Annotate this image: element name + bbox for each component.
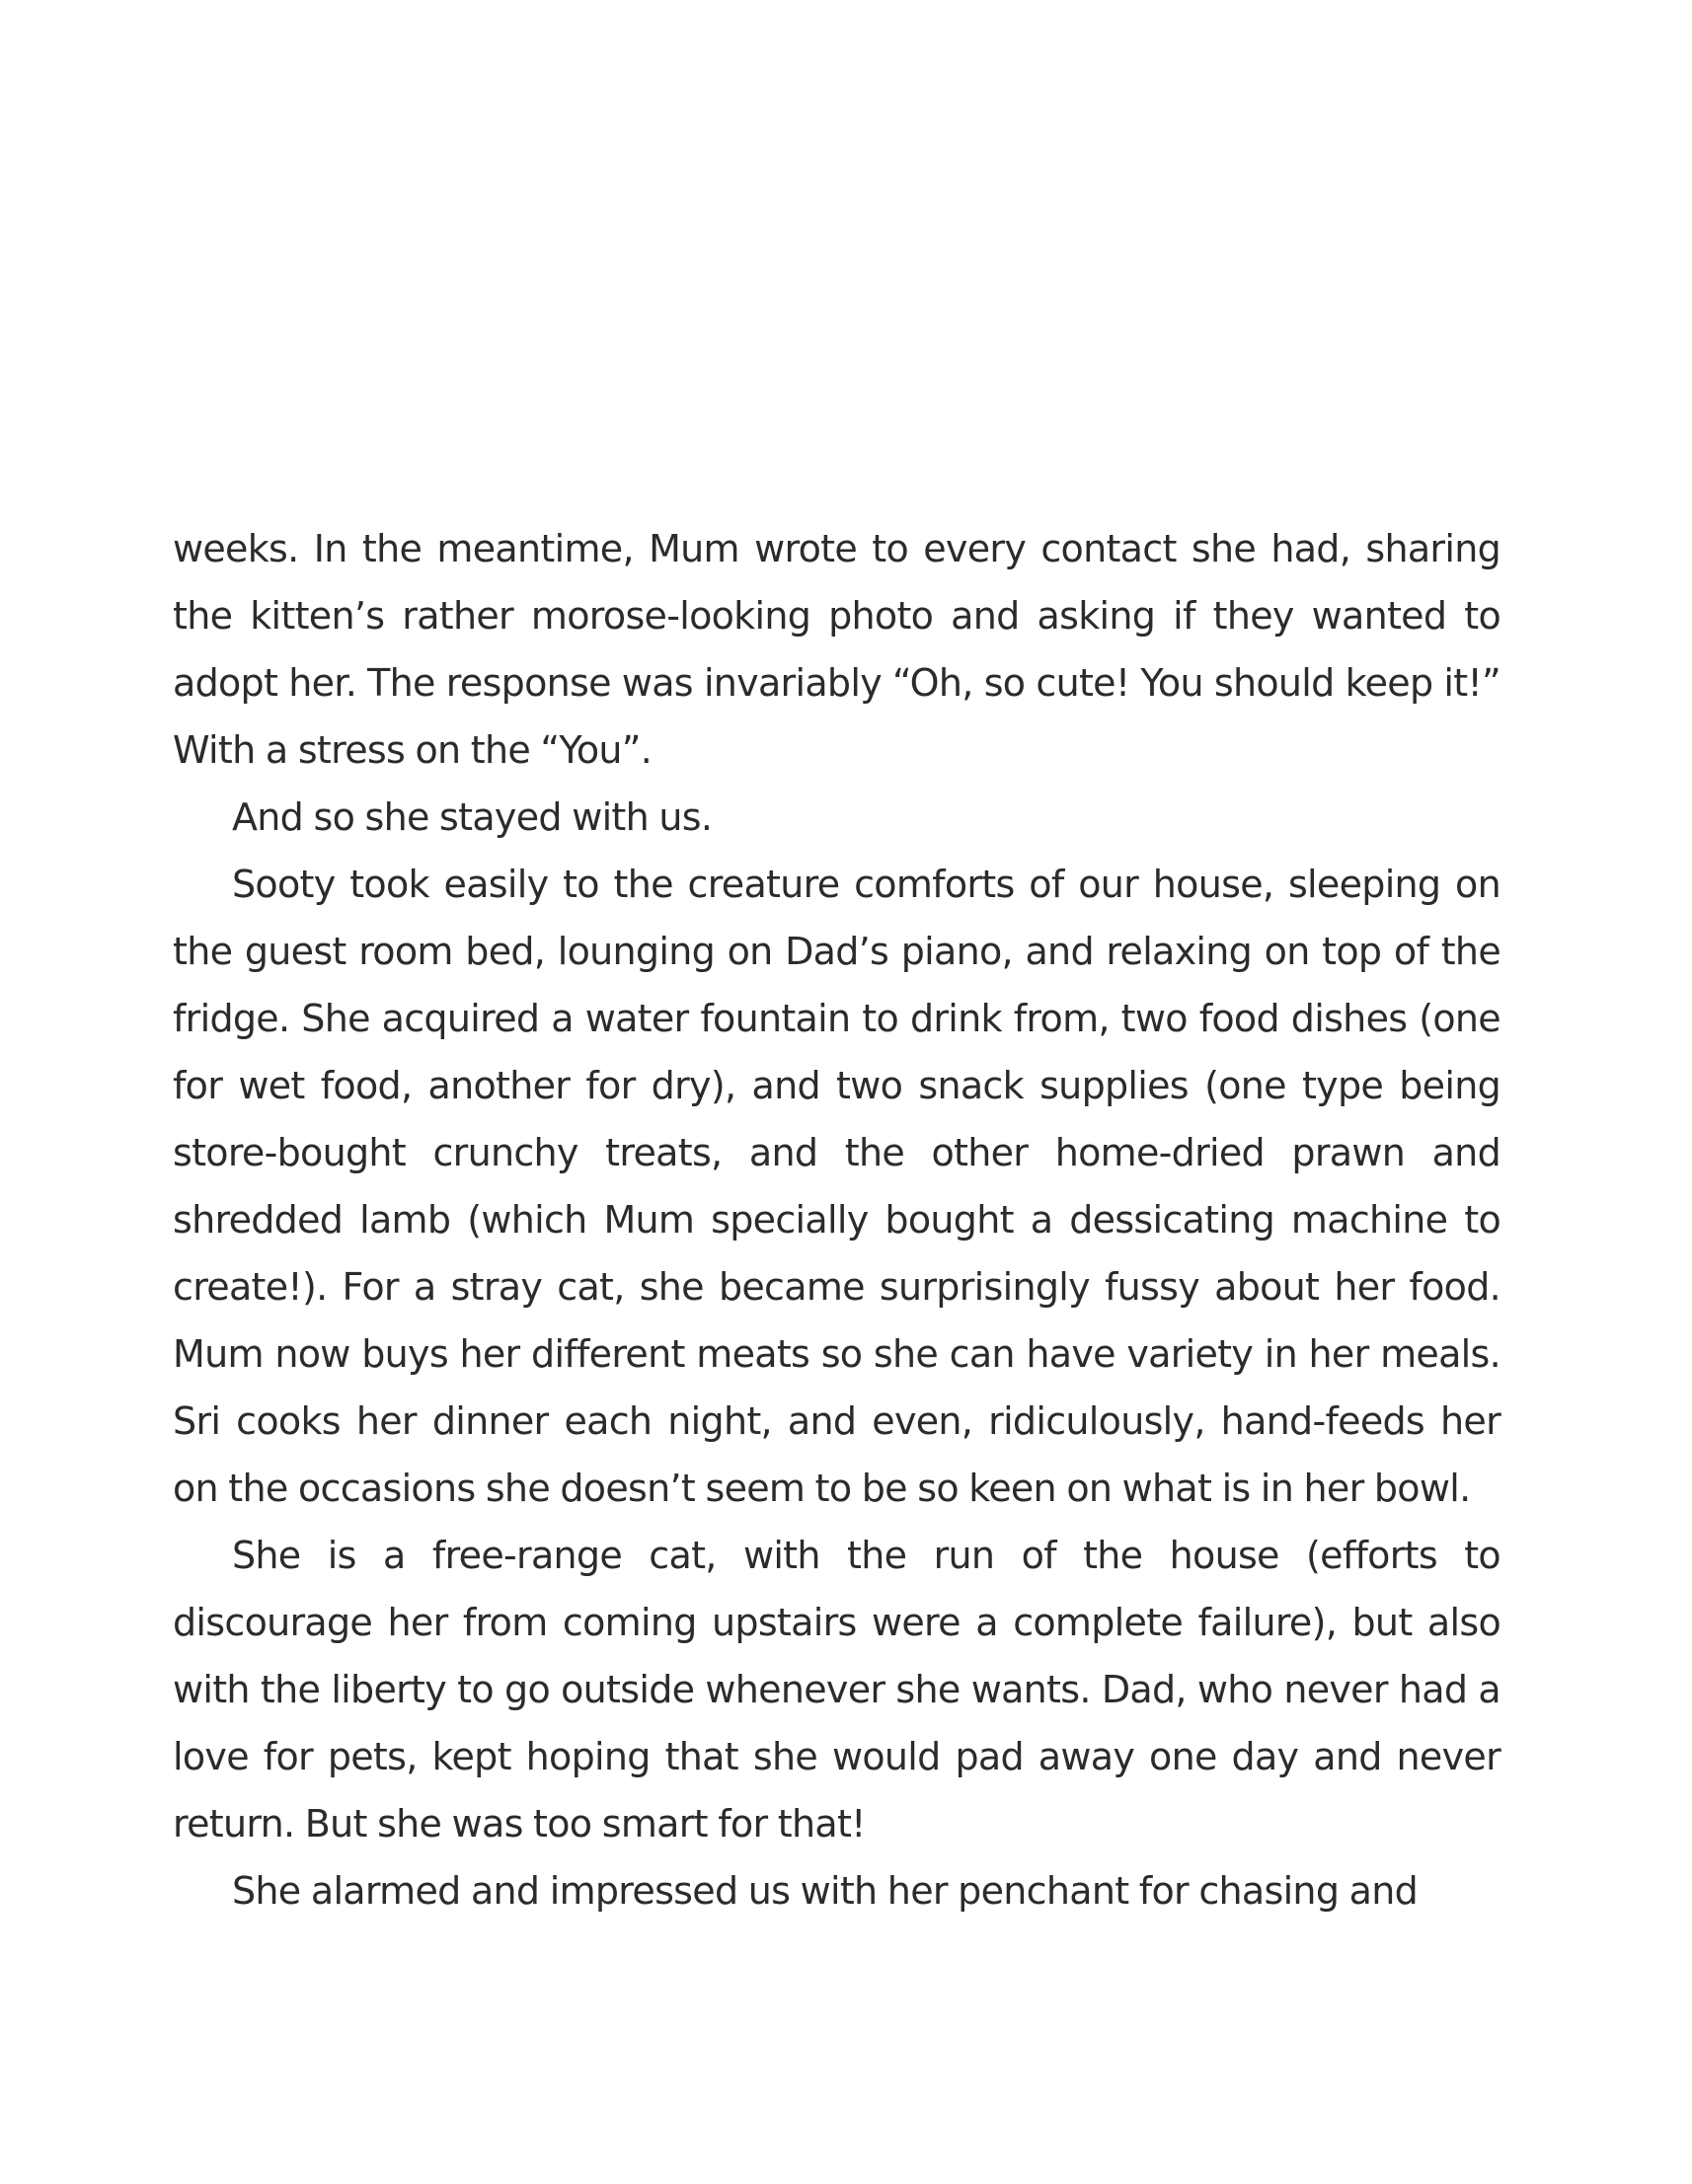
body-text (173, 515, 1500, 1924)
paragraph-free-range: She is a free-range cat, with the run of the house (efforts to discourage her from coming upstairs were a complete failure), but also with the liberty to go outside whenever she wants. Dad, who never had a love for pets, kept hoping that she would pad away one day and never return. But she was too smart for that! (173, 1534, 1500, 1845)
paragraph-continuation: weeks. In the meantime, Mum wrote to every contact she had, sharing the kitten’s rather morose-looking photo and asking if they wanted to adopt her. The response was invariably “Oh, so cute! You should keep it!” With a stress on the “You”. (173, 527, 1500, 772)
paragraph-penchant: She alarmed and impressed us with her penchant for chasing and (232, 1869, 1419, 1913)
paragraph-stayed: And so she stayed with us. (232, 795, 713, 839)
paragraph-creature-comforts: Sooty took easily to the creature comforts of our house, sleeping on the guest room bed, lounging on Dad’s piano, and relaxing on top of the fridge. She acquired a water fountain to drink from, two food dishes (one for wet food, another for dry), and two snack supplies (one type being store-bought crunchy treats, and the other home-dried prawn and shredded lamb (which Mum specially bought a dessicating machine to create!). For a stray cat, she became surprisingly fussy about her food. Mum now buys her different meats so she can have variety in her meals. Sri cooks her dinner each night, and even, ridiculously, hand-feeds her on the occasions she doesn’t seem to be so keen on what is in her bowl. (173, 863, 1500, 1510)
